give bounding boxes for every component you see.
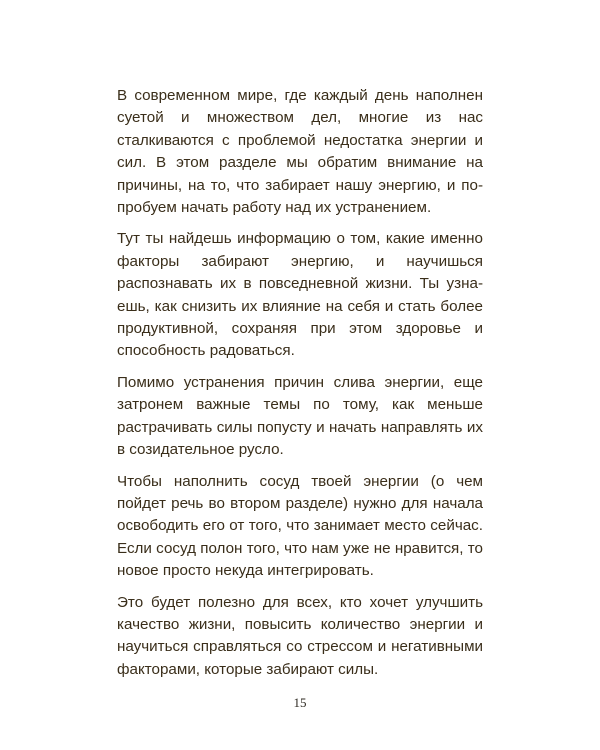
page-number: 15 — [293, 695, 307, 710]
paragraph-3: Помимо устранения причин слива энергии, еще затронем важные темы по тому, как меньше растрачивать силы попусту и начать направлять их в созидательное русло. — [117, 373, 483, 459]
paragraph-1: В современном мире, где каждый день наполнен суетой и множеством дел, многие из нас сталкиваются с проблемой недостатка энергии и сил. В этом разделе мы обратим внимание на причины, на то, что забирает нашу энергию, и попробуем начать работу над их устранением. — [117, 87, 483, 217]
body-text — [117, 85, 483, 690]
paragraph-5: Это будет полезно для всех, кто хочет улучшить качество жизни, повысить количество энергии и научиться справляться со стрессом и негативными факторами, которые забирают силы. — [117, 593, 483, 678]
paragraph-2: Тут ты найдешь информацию о том, какие именно факторы забирают энергию, и научишься распознавать их в повседневной жизни. Ты узнаешь, как снизить их влияние на себя и стать более продуктивной, сохраняя при этом здоровье и способность радоваться. — [117, 230, 483, 360]
paragraph-4: Чтобы наполнить сосуд твоей энергии (о чем пойдет речь во втором разделе) нужно для начала освободить его от того, что занимает место сейчас. Если сосуд полон того, что нам уже не нравится, то новое просто некуда интегрировать. — [117, 472, 483, 580]
